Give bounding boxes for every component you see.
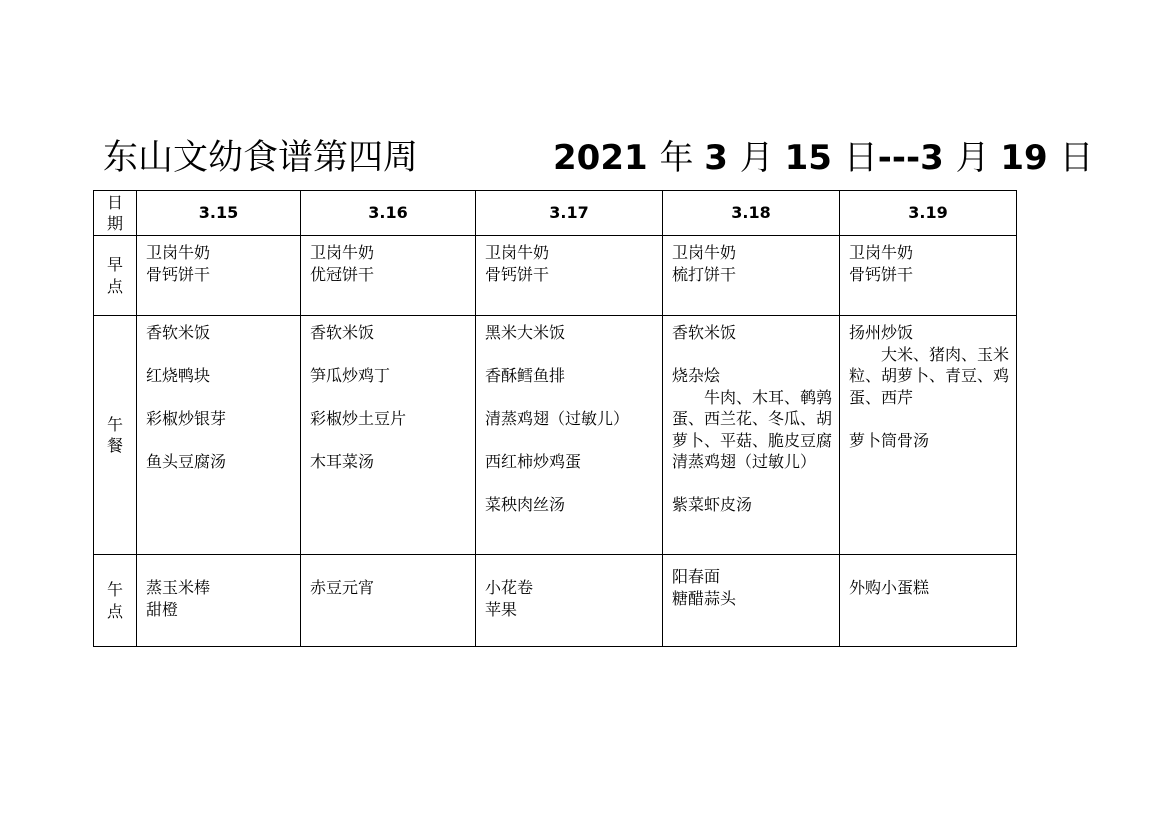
lunch-label-char: 午 [106, 414, 123, 434]
breakfast-cell [663, 236, 840, 316]
ingredient-line: 蛋、西芹 [849, 387, 914, 407]
menu-item: 卫岗牛奶 [146, 243, 211, 262]
breakfast-cell [137, 236, 301, 316]
menu-item: 赤豆元宵 [310, 578, 375, 597]
spacer [310, 430, 475, 452]
menu-item: 苹果 [485, 599, 518, 619]
date-part: 月 [739, 138, 785, 178]
date-header: 3.16 [301, 191, 476, 236]
lunch-cell [476, 316, 663, 555]
lunch-cell [137, 316, 301, 555]
menu-item: 香软米饭 [672, 323, 737, 342]
breakfast-row [94, 236, 1017, 316]
menu-item: 菜秧肉丝汤 [485, 495, 566, 514]
snack-label-char: 点 [106, 601, 123, 621]
lunch-label-char: 餐 [106, 436, 123, 455]
menu-item: 外购小蛋糕 [849, 578, 930, 597]
menu-item: 糖醋蒜头 [672, 588, 737, 608]
date-label-cell [94, 191, 137, 236]
snack-cell [840, 555, 1017, 647]
date-part: 15 [784, 138, 844, 178]
menu-item: 清蒸鸡翅（过敏儿） [485, 409, 630, 428]
breakfast-label-cell [94, 236, 137, 316]
snack-label-char: 午 [106, 580, 123, 599]
snack-cell [137, 555, 301, 647]
date-part: 19 [1000, 138, 1060, 178]
spacer [672, 473, 833, 495]
date-header: 3.17 [476, 191, 663, 236]
date-range [553, 133, 1094, 183]
date-header: 3.18 [663, 191, 840, 236]
menu-item: 蒸玉米棒 [146, 578, 211, 597]
menu-item: 彩椒炒银芽 [146, 409, 227, 428]
ingredient-line: 大米、猪肉、玉米 [881, 344, 1010, 364]
date-header: 3.19 [840, 191, 1017, 236]
header-row [94, 191, 1017, 236]
menu-item: 萝卜筒骨汤 [849, 430, 930, 450]
lunch-cell [663, 316, 840, 555]
spacer [672, 344, 833, 366]
menu-item: 紫菜虾皮汤 [672, 495, 753, 514]
menu-table [93, 190, 1017, 647]
date-part: 年 [659, 138, 705, 178]
spacer [146, 344, 300, 366]
spacer [310, 387, 475, 409]
menu-item: 红烧鸭块 [146, 366, 211, 385]
menu-item: 卫岗牛奶 [310, 243, 375, 262]
breakfast-cell [476, 236, 663, 316]
spacer [849, 408, 1010, 430]
snack-cell [301, 555, 476, 647]
menu-item: 优冠饼干 [310, 264, 375, 284]
lunch-cell [840, 316, 1017, 555]
menu-item: 清蒸鸡翅（过敏儿） [672, 452, 817, 471]
menu-item: 香软米饭 [146, 323, 211, 342]
snack-cell [476, 555, 663, 647]
menu-item: 烧杂烩 [672, 366, 721, 385]
spacer [146, 430, 300, 452]
menu-title: 东山文幼食谱第四周 [103, 138, 419, 178]
menu-item: 卫岗牛奶 [672, 243, 737, 262]
lunch-label-cell [94, 316, 137, 555]
ingredient-line: 牛肉、木耳、鹌鹑 [704, 387, 833, 407]
date-part: ---3 [877, 138, 956, 178]
menu-item: 骨钙饼干 [485, 264, 550, 284]
breakfast-cell [301, 236, 476, 316]
menu-item: 笋瓜炒鸡丁 [310, 366, 391, 385]
date-part: 3 [704, 138, 740, 178]
page-header [103, 133, 1094, 183]
menu-item: 香酥鳕鱼排 [485, 366, 566, 385]
date-part: 月 [955, 138, 1001, 178]
menu-item: 木耳菜汤 [310, 452, 375, 471]
menu-item: 甜橙 [146, 599, 179, 619]
date-header: 3.15 [137, 191, 301, 236]
spacer [485, 430, 662, 452]
menu-item: 香软米饭 [310, 323, 375, 342]
ingredient-line: 蛋、西兰花、冬瓜、胡 [672, 409, 833, 428]
menu-item: 小花卷 [485, 578, 534, 597]
ingredient-line: 粒、胡萝卜、青豆、鸡 [849, 366, 1010, 385]
menu-item: 卫岗牛奶 [849, 243, 914, 262]
date-part: 日 [1059, 138, 1094, 178]
menu-item: 卫岗牛奶 [485, 243, 550, 262]
menu-item: 梳打饼干 [672, 264, 737, 284]
menu-item: 鱼头豆腐汤 [146, 452, 227, 471]
lunch-cell [301, 316, 476, 555]
menu-item: 彩椒炒土豆片 [310, 409, 407, 428]
menu-item: 骨钙饼干 [849, 264, 914, 284]
menu-item: 西红柿炒鸡蛋 [485, 452, 582, 471]
lunch-row [94, 316, 1017, 555]
snack-label-cell [94, 555, 137, 647]
spacer [310, 344, 475, 366]
snack-cell [663, 555, 840, 647]
menu-item: 阳春面 [672, 567, 721, 586]
spacer [146, 387, 300, 409]
menu-item: 扬州炒饭 [849, 323, 914, 342]
menu-item: 黑米大米饭 [485, 323, 566, 342]
breakfast-label-char: 早 [106, 255, 123, 274]
date-label-char: 期 [106, 214, 123, 233]
spacer [485, 344, 662, 366]
breakfast-label-char: 点 [106, 276, 123, 296]
snack-row [94, 555, 1017, 647]
ingredient-line: 萝卜、平菇、脆皮豆腐 [672, 430, 833, 450]
menu-item: 骨钙饼干 [146, 264, 211, 284]
spacer [485, 473, 662, 495]
date-part: 2021 [553, 138, 660, 178]
spacer [485, 387, 662, 409]
date-part: 日 [843, 138, 878, 178]
date-label-char: 日 [106, 192, 123, 212]
breakfast-cell [840, 236, 1017, 316]
